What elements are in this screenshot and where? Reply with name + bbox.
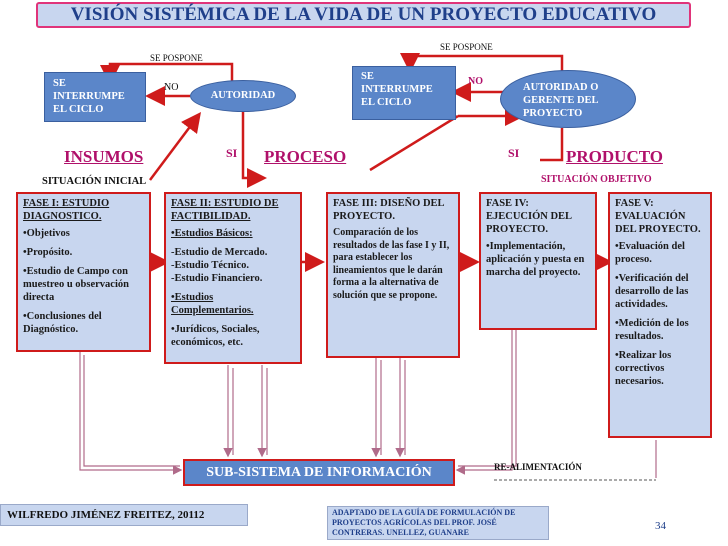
- proceso-to-gerente-arrow: [370, 116, 458, 170]
- autoridad-oval: AUTORIDAD: [190, 80, 296, 112]
- page-number: 34: [655, 520, 666, 532]
- se-pospone-left-label: SE POSPONE: [150, 53, 203, 63]
- fase1-title: FASE I: ESTUDIO DIAGNOSTICO.: [23, 198, 110, 222]
- no-right-label: NO: [468, 76, 483, 87]
- fase2-title: FASE II: ESTUDIO DE FACTIBILIDAD.: [171, 198, 279, 222]
- fase1-item: •Objetivos: [23, 228, 70, 239]
- fase2-item: •Estudios Básicos:: [171, 228, 253, 239]
- si-left-label: SI: [226, 146, 238, 160]
- fase2-item: •Estudios Complementarios.: [171, 292, 254, 316]
- fase1-item: •Conclusiones del Diagnóstico.: [23, 311, 102, 335]
- insumos-label: INSUMOS: [64, 147, 144, 166]
- situacion-objetivo-label: SITUACIÓN OBJETIVO: [541, 174, 652, 185]
- situacion-inicial-label: SITUACIÓN INICIAL: [42, 176, 147, 187]
- no-left-label: NO: [164, 82, 179, 93]
- fase3-text: Comparación de los resultados de las fase I y II, para establecer los lineamientos que le darán forma a la alternativa de solución que se propone.: [333, 227, 450, 301]
- fase5-item: •Evaluación del proceso.: [615, 241, 685, 265]
- fase5-item: •Verificación del desarrollo de las actividades.: [615, 273, 689, 310]
- fase5-item: •Realizar los correctivos necesarios.: [615, 350, 672, 387]
- interrumpe-ciclo-right-box: SE INTERRUMPE EL CICLO: [352, 66, 456, 120]
- fase4-box: [479, 192, 597, 330]
- si-right-label: SI: [508, 146, 520, 160]
- adapted-source-note: ADAPTADO DE LA GUÍA DE FORMULACIÓN DE PROYECTOS AGRÍCOLAS DEL PROF. JOSÉ CONTRERAS. UNELLEZ, GUANARE: [327, 506, 549, 540]
- realimentacion-label: RE-ALIMENTACIÓN: [494, 462, 582, 472]
- si-left-arrow: [243, 112, 262, 178]
- proceso-label: PROCESO: [264, 147, 347, 166]
- fase1-box: [16, 192, 151, 352]
- interrumpe-ciclo-left-box: SE INTERRUMPE EL CICLO: [44, 72, 146, 122]
- fase4-title: FASE IV: EJECUCIÓN DEL PROYECTO.: [486, 198, 572, 235]
- fase2-item: -Estudio Financiero.: [171, 273, 263, 284]
- fase2-item: -Estudio de Mercado.: [171, 247, 268, 258]
- autoridad-gerente-oval: AUTORIDAD O GERENTE DEL PROYECTO: [500, 70, 636, 128]
- si-right-arrow: [540, 128, 562, 160]
- fase5-item: •Medición de los resultados.: [615, 318, 689, 342]
- fase1-item: •Estudio de Campo con muestreo u observación directa: [23, 266, 129, 303]
- fase2-item: -Estudio Técnico.: [171, 260, 249, 271]
- fase2-box: [164, 192, 302, 364]
- fase5-title: FASE V: EVALUACIÓN DEL PROYECTO.: [615, 198, 701, 235]
- se-pospone-right-label: SE POSPONE: [440, 42, 493, 52]
- fase4-text: •Implementación, aplicación y puesta en marcha del proyecto.: [486, 241, 585, 278]
- producto-label: PRODUCTO: [566, 147, 663, 166]
- fase2-item: •Jurídicos, Sociales, económicos, etc.: [171, 324, 260, 348]
- fase3-box: [326, 192, 460, 358]
- page-title: VISIÓN SISTÉMICA DE LA VIDA DE UN PROYECTO EDUCATIVO: [36, 2, 691, 28]
- author-credit: WILFREDO JIMÉNEZ FREITEZ, 20112: [0, 504, 248, 526]
- fase3-title: FASE III: DISEÑO DEL PROYECTO.: [333, 198, 444, 222]
- fase5-box: [608, 192, 712, 438]
- fase1-item: •Propósito.: [23, 247, 73, 258]
- subsistema-informacion-box: SUB-SISTEMA DE INFORMACIÓN: [183, 459, 455, 486]
- insumos-to-autoridad-arrow: [150, 116, 198, 180]
